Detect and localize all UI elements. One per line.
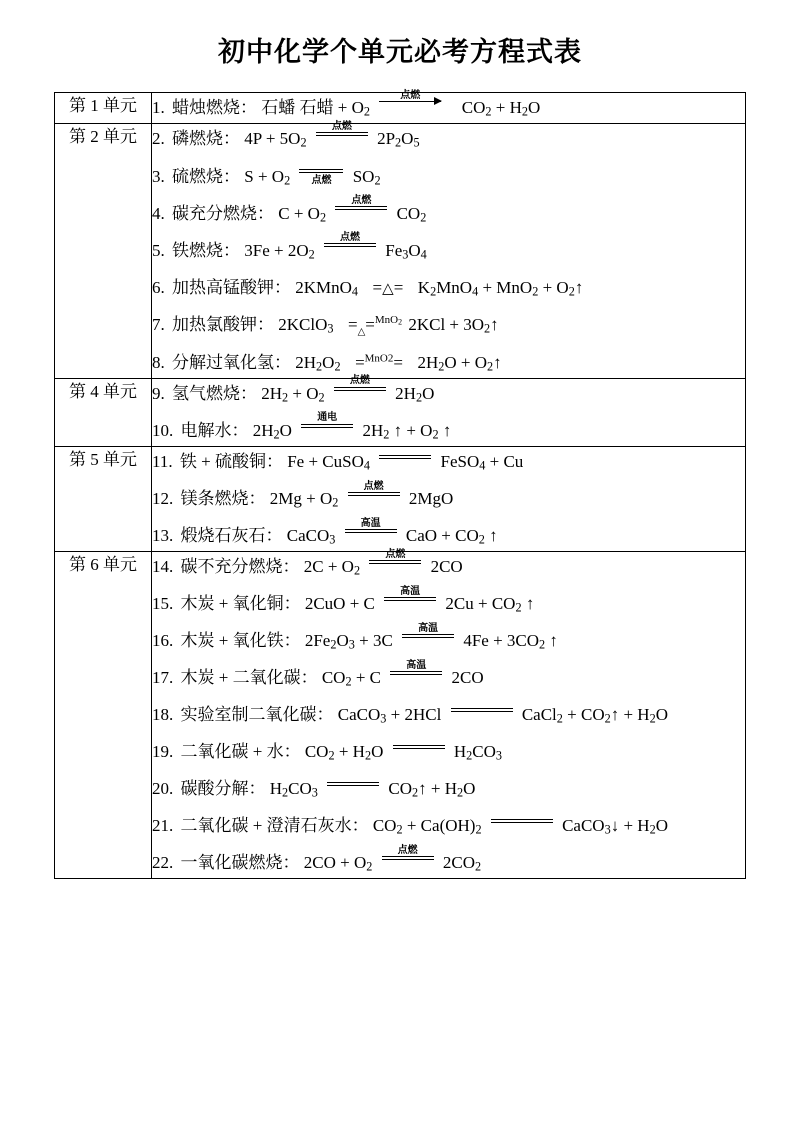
- equation-row: [152, 159, 745, 196]
- arrow-line: [335, 206, 387, 210]
- equation-row: [152, 89, 745, 123]
- equation-name: 加热高锰酸钾：: [172, 277, 291, 297]
- equation-products: $2Cu + CO_2$ ↑: [445, 594, 535, 615]
- reaction-arrow: [316, 120, 368, 149]
- equation-number: 16.: [152, 631, 174, 651]
- catalyst-label: MnO2: [374, 313, 403, 327]
- equation-products: $2KCl + 3O_2↑$: [408, 314, 499, 336]
- arrow-line: [393, 745, 445, 749]
- equation-products: CaCl$_2$ + $CO_2↑ + H_2O$: [521, 705, 668, 727]
- equation-row: [152, 233, 745, 270]
- delta-icon: △: [357, 326, 366, 338]
- equation-reactants: $CO_2 + H_2O$: [304, 742, 384, 764]
- unit-equations-cell: [152, 447, 746, 552]
- equation-reactants: $2H_2 + O_2$: [261, 384, 325, 405]
- reaction-arrow: [348, 480, 400, 509]
- arrow-line: [382, 856, 434, 860]
- arrow-line: [301, 424, 353, 428]
- reaction-arrow: [335, 194, 387, 223]
- equation-products: $2H_2O$ + $O_2↑$: [417, 353, 502, 374]
- catalyst-label: MnO2: [364, 352, 394, 365]
- reaction-arrow: [379, 455, 431, 472]
- equation-row: [152, 845, 745, 878]
- equation-number: 19.: [152, 742, 174, 762]
- equation-name: 二氧化碳 + 澄清石灰水：: [180, 816, 369, 836]
- equation-number: 20.: [152, 779, 174, 799]
- equation-name: 实验室制二氧化碳：: [180, 705, 334, 725]
- equation-products: $K_2MnO_4 + MnO_2$ + $O_2↑$: [417, 277, 584, 299]
- equation-row: [152, 697, 745, 734]
- reaction-condition-below: 点燃: [311, 175, 332, 187]
- unit-label-cell: 第 2 单元: [55, 124, 152, 379]
- reaction-condition-above: 点燃: [351, 194, 372, 206]
- equation-reactants: $3Fe + 2O_2$: [244, 240, 315, 262]
- equation-reactants: 2KClO$_3$: [278, 314, 334, 336]
- equation-row: [152, 196, 745, 233]
- reaction-arrow: [345, 517, 397, 546]
- equation-reactants: 2CuO + C: [304, 594, 375, 614]
- reaction-arrow: [390, 659, 442, 688]
- reaction-condition-above: 高温: [360, 517, 381, 529]
- unit-equations-cell: [152, 548, 746, 879]
- equation-reactants: $S + O_2$: [244, 166, 291, 188]
- equation-name: 铁燃烧：: [172, 240, 240, 260]
- arrow-line: [379, 101, 441, 102]
- equation-row: [152, 771, 745, 808]
- equation-row: [152, 345, 745, 378]
- equation-reactants: $2Fe_2O_3 + 3C$: [304, 631, 393, 652]
- equation-number: 13.: [152, 526, 174, 546]
- equation-products: 2CO: [451, 668, 484, 688]
- reaction-condition-inline: =$^{MnO2}$=: [355, 352, 403, 373]
- page-title: 初中化学个单元必考方程式表: [218, 37, 582, 67]
- equation-name: 木炭 + 二氧化碳：: [180, 668, 318, 688]
- reaction-condition-inline: =△=: [372, 277, 404, 297]
- equation-reactants: 石蜡 + $O_2$: [299, 98, 370, 120]
- equation-reactants: $C + O_2$: [278, 203, 327, 225]
- equation-reactants: $4P + 5O_2$: [244, 129, 307, 151]
- reaction-arrow: [384, 585, 436, 614]
- equation-products: $2CO_2$: [442, 853, 482, 875]
- equation-number: 5.: [152, 240, 165, 260]
- table-row: [55, 124, 746, 379]
- unit-equations-cell: [152, 120, 746, 379]
- equation-name: 镁条燃烧：: [180, 489, 266, 509]
- equation-reactants: CaCO$_3$ + 2HCl: [337, 705, 442, 727]
- unit-label-cell: 第 4 单元: [55, 379, 152, 447]
- equation-number: 14.: [152, 557, 174, 577]
- equation-number: 1.: [152, 98, 165, 118]
- equation-products: $2H_2O$: [395, 384, 435, 405]
- equation-number: 3.: [152, 166, 165, 186]
- arrow-line: [327, 782, 379, 786]
- reaction-condition-above: 点燃: [397, 844, 418, 856]
- arrow-line: [369, 560, 421, 564]
- reaction-condition-above: 点燃: [400, 89, 421, 101]
- arrow-line: [451, 708, 513, 712]
- equation-name: 氢气燃烧：: [172, 384, 257, 404]
- equation-products: $CO_2 + H_2O$: [461, 98, 541, 120]
- arrow-line: [348, 492, 400, 496]
- equation-number: 21.: [152, 816, 174, 836]
- reaction-arrow: [491, 819, 553, 836]
- equation-reactants: Fe + CuSO$_4$: [287, 452, 371, 473]
- unit-label-cell: 第 1 单元: [55, 93, 152, 124]
- equation-name: 木炭 + 氧化铁：: [180, 631, 301, 651]
- equation-products: $H_2CO_3$: [453, 742, 503, 764]
- unit-equations-cell: [152, 375, 746, 447]
- reaction-condition-above: 通电: [317, 412, 338, 424]
- equation-name: 碳酸分解：: [180, 779, 266, 799]
- equation-number: 6.: [152, 277, 165, 297]
- equation-products: $4Fe + 3CO_2$ ↑: [463, 631, 558, 652]
- reaction-condition-above: 高温: [400, 585, 421, 597]
- arrow-line: [316, 132, 368, 136]
- equation-row: [152, 660, 745, 697]
- equation-number: 9.: [152, 384, 165, 404]
- equation-number: 17.: [152, 668, 174, 688]
- arrow-line: [379, 455, 431, 459]
- reaction-arrow: [324, 231, 376, 260]
- equation-number: 18.: [152, 705, 174, 725]
- reaction-condition-above: 高温: [406, 659, 427, 671]
- reaction-arrow: [382, 844, 434, 873]
- reaction-condition-inline: $=_\triangle=^{MnO_2}$: [348, 313, 403, 338]
- equation-products: FeSO$_4$ + Cu: [440, 452, 524, 473]
- equation-reactants: $2Mg + O_2$: [269, 489, 339, 510]
- equation-name: 加热氯酸钾：: [172, 314, 274, 334]
- equation-products: CaO + $CO_2$ ↑: [405, 526, 498, 547]
- equation-products: CaCO$_3$↓ + $H_2O$: [562, 816, 668, 838]
- equation-name: 煅烧石灰石：: [180, 526, 283, 546]
- arrow-line: [384, 597, 436, 601]
- equation-row: [152, 481, 745, 518]
- equations-table: [54, 89, 746, 879]
- arrow-line: [390, 671, 442, 675]
- arrow-line: [345, 529, 397, 533]
- unit-label-cell: 第 5 单元: [55, 447, 152, 552]
- arrow-line: [324, 243, 376, 247]
- equation-row: [152, 734, 745, 771]
- reaction-condition-above: 高温: [418, 622, 439, 634]
- equation-reactants: CaCO$_3$: [286, 526, 336, 547]
- equation-number: 4.: [152, 203, 165, 223]
- unit-label-cell: 第 6 单元: [55, 552, 152, 879]
- equation-reactants: $2H_2O$: [252, 421, 292, 442]
- reaction-arrow: [379, 89, 441, 118]
- arrow-head-icon: [434, 97, 442, 105]
- table-row: [55, 93, 746, 124]
- reaction-condition-above: 点燃: [331, 120, 352, 132]
- equation-row: [152, 586, 745, 623]
- equation-name: 碳充分燃烧：: [172, 203, 274, 223]
- arrow-line: [491, 819, 553, 823]
- equation-reactants: 2KMnO$_4$: [295, 277, 359, 299]
- table-row: [55, 379, 746, 447]
- equation-number: 8.: [152, 353, 165, 373]
- equation-name: 蜡烛燃烧：: [172, 98, 257, 118]
- equation-name: 分解过氧化氢：: [172, 353, 291, 373]
- equation-name: 磷燃烧：: [172, 129, 240, 149]
- equation-row: [152, 548, 745, 586]
- equation-products: $2H_2$ ↑ + $O_2$ ↑: [362, 421, 452, 442]
- equation-name: 木炭 + 氧化铜：: [180, 594, 301, 614]
- reaction-arrow: [299, 169, 343, 186]
- equation-reactants: $CO_2 + C$: [321, 668, 382, 689]
- equation-name: 碳不充分燃烧：: [180, 557, 300, 577]
- equation-products: 2CO: [430, 557, 463, 577]
- equation-name: 二氧化碳 + 水：: [180, 742, 301, 762]
- equation-number: 7.: [152, 314, 165, 334]
- equation-reactants: $H_2CO_3$: [269, 779, 318, 801]
- equation-products: $2P_2O_5$: [377, 129, 420, 151]
- reaction-arrow: [301, 412, 353, 441]
- equation-number: 22.: [152, 853, 174, 873]
- reaction-arrow: [451, 708, 513, 725]
- equation-row: [152, 307, 745, 345]
- equation-products: $CO_2↑ + H_2O$: [388, 779, 476, 801]
- equation-products: $CO_2$: [396, 203, 427, 225]
- equation-name: 电解水：: [180, 421, 249, 441]
- equation-row: [152, 413, 745, 446]
- arrow-line: [402, 634, 454, 638]
- delta-icon: △: [382, 280, 394, 297]
- equation-row: [152, 375, 745, 413]
- reaction-condition-above: 点燃: [349, 375, 370, 387]
- equation-number: 2.: [152, 129, 165, 149]
- table-row: [55, 552, 746, 879]
- reaction-arrow: [393, 745, 445, 762]
- equation-row: [152, 623, 745, 660]
- reaction-condition-above: 点燃: [340, 231, 360, 243]
- equation-reactants: $2CO + O_2$: [303, 853, 373, 875]
- equation-name: 铁 + 硫酸铜：: [179, 452, 283, 472]
- equation-reactants: $CO_2 + Ca(OH)_2$: [372, 816, 482, 838]
- equation-products: $SO_2$: [352, 166, 381, 188]
- table-row: [55, 447, 746, 552]
- reaction-arrow: [369, 548, 421, 577]
- equation-number: 12.: [152, 489, 174, 509]
- equation-row: [152, 518, 745, 551]
- equation-number: 15.: [152, 594, 174, 614]
- equation-row: [152, 270, 745, 307]
- equation-row: [152, 808, 745, 845]
- reaction-arrow: [334, 375, 386, 404]
- reaction-arrow: [402, 622, 454, 651]
- equation-reactants: $2H_2O_2$: [295, 353, 341, 374]
- arrow-line: [334, 387, 386, 391]
- equation-name: 硫燃烧：: [172, 166, 240, 186]
- equation-reactants: $2C + O_2$: [303, 557, 361, 578]
- reaction-condition-above: 点燃: [363, 480, 384, 492]
- equation-products: $Fe_3O_4$: [385, 240, 427, 262]
- equation-row: [152, 120, 745, 158]
- equation-number: 11.: [152, 452, 173, 472]
- equation-name: 一氧化碳燃烧：: [180, 853, 300, 873]
- reaction-condition-above: 点燃: [385, 548, 406, 560]
- unit-equations-cell: [152, 89, 746, 124]
- reaction-arrow: [327, 782, 379, 799]
- arrow-line: [299, 169, 343, 173]
- equation-products: 2MgO: [408, 489, 454, 509]
- equation-row: [152, 447, 745, 481]
- equation-number: 10.: [152, 421, 174, 441]
- equation-formula: 石蟠: [261, 98, 296, 118]
